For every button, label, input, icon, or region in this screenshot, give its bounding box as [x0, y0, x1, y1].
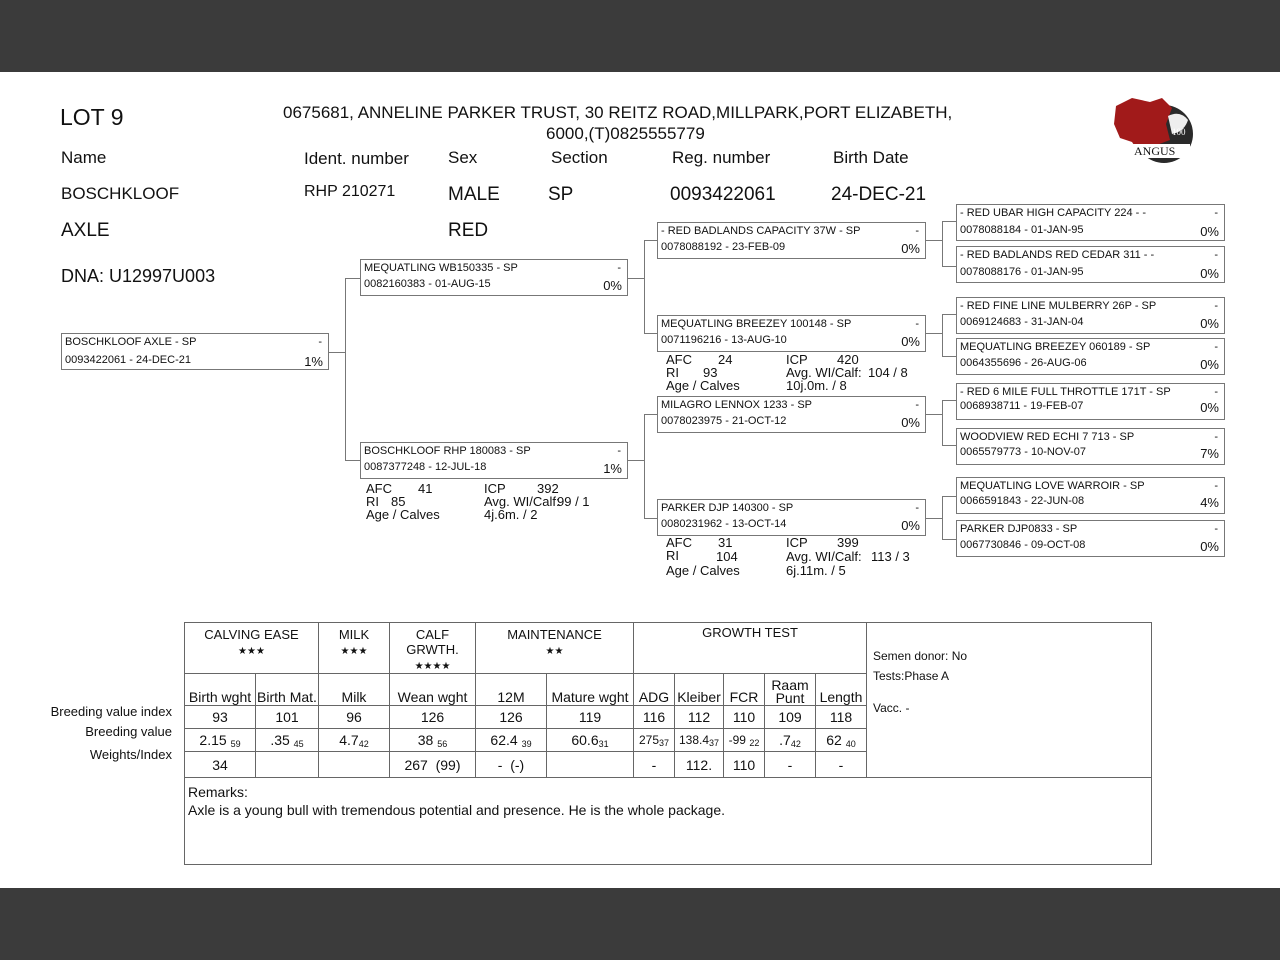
pedigree-dash: - [915, 318, 919, 330]
pedigree-pct: 0% [901, 415, 920, 430]
group-milk [319, 623, 390, 674]
pedigree-name: MEQUATLING BREEZEY 060189 - SP [960, 341, 1151, 353]
pedigree-id: 0082160383 - 01-AUG-15 [364, 278, 491, 290]
vaccinations: Vacc. - [873, 701, 910, 715]
pedigree-id: 0078023975 - 21-OCT-12 [661, 415, 787, 427]
section-value: SP [548, 184, 574, 205]
stat-icp-label: ICP [786, 535, 808, 550]
stars-rating: ★★★★ [414, 661, 451, 672]
pedigree-g3-6[interactable] [956, 428, 1225, 465]
col-header: Milk [319, 674, 390, 706]
stat-icp: 420 [837, 352, 859, 367]
reg-value: 0093422061 [670, 184, 776, 205]
remarks-label: Remarks: [188, 784, 248, 800]
row-label-index: Breeding value index [50, 704, 172, 719]
stat-age-label: Age / Calves [666, 378, 740, 393]
connector [644, 240, 645, 333]
col-header: ADG [634, 674, 675, 706]
connector [926, 333, 942, 334]
pedigree-g3-5[interactable] [956, 383, 1225, 420]
owner-address-line1: 0675681, ANNELINE PARKER TRUST, 30 REITZ ROAD,MILLPARK,PORT ELIZABETH, [283, 103, 953, 122]
stat-wi-label: Avg. WI/Calf: [786, 365, 862, 380]
connector [644, 414, 657, 415]
pedigree-animal[interactable] [61, 333, 329, 370]
value-cell [390, 729, 476, 752]
connector [329, 352, 345, 353]
pedigree-name: PARKER DJP 140300 - SP [661, 502, 794, 514]
pedigree-id: 0065579773 - 10-NOV-07 [960, 446, 1086, 458]
pedigree-id: 0067730846 - 09-OCT-08 [960, 539, 1086, 551]
owner-address-line2: 6000,(T)0825555779 [546, 124, 705, 143]
accuracy: 59 [230, 738, 241, 749]
dna-code: DNA: U12997U003 [61, 266, 216, 286]
pedigree-dash: - [1214, 341, 1218, 353]
pedigree-pct: 0% [1200, 539, 1219, 554]
stat-afc-label: AFC [666, 535, 692, 550]
group-growth-test [634, 623, 867, 674]
accuracy: 37 [659, 737, 670, 748]
connector [942, 314, 943, 356]
stat-ri-label: RI [666, 365, 679, 380]
pedigree-name: - RED BADLANDS CAPACITY 37W - SP [661, 225, 861, 237]
pedigree-pct: 0% [1200, 357, 1219, 372]
breeding-value: 62 [826, 731, 842, 748]
pedigree-name: WOODVIEW RED ECHI 7 713 - SP [960, 431, 1135, 443]
value-cell [634, 729, 675, 752]
pedigree-pct: 1% [304, 354, 323, 369]
pedigree-pct: 0% [901, 334, 920, 349]
reg-label: Reg. number [672, 148, 771, 167]
row-label-value: Breeding value [85, 724, 172, 739]
connector [942, 445, 956, 446]
pedigree-id: 0069124683 - 31-JAN-04 [960, 316, 1084, 328]
breeding-value: 4.7 [339, 731, 359, 748]
index-cell: 126 [390, 706, 476, 729]
accuracy: 31 [598, 738, 609, 749]
stat-afc-label: AFC [366, 481, 392, 496]
pedigree-id: 0068938711 - 19-FEB-07 [960, 400, 1084, 412]
breeding-value: 2.15 [199, 731, 227, 748]
connector [942, 400, 943, 445]
animal-name-line2: AXLE [61, 220, 110, 241]
breeding-value: 60.6 [571, 731, 599, 748]
pedigree-g3-8[interactable] [956, 520, 1225, 557]
group-calving-ease [185, 623, 319, 674]
remarks-text: Axle is a young bull with tremendous potential and presence. He is the whole package. [188, 802, 725, 818]
svg-text:100: 100 [1172, 127, 1186, 137]
breeding-value: -99 [728, 732, 746, 747]
weight-cell: 112. [675, 752, 724, 778]
tests: Tests:Phase A [873, 669, 950, 683]
index-cell: 110 [724, 706, 765, 729]
index-cell: 112 [675, 706, 724, 729]
connector [942, 539, 956, 540]
pedigree-id: 0087377248 - 12-JUL-18 [364, 461, 487, 473]
weight-cell: 110 [724, 752, 765, 778]
group-label: MILK [338, 627, 370, 642]
stat-afc: 41 [418, 481, 433, 496]
index-cell: 116 [634, 706, 675, 729]
connector [345, 278, 346, 460]
pedigree-id: 0066591843 - 22-JUN-08 [960, 495, 1085, 507]
bottom-bar [0, 888, 1280, 960]
birth-value: 24-DEC-21 [831, 184, 927, 205]
pedigree-id: 0078088176 - 01-JAN-95 [960, 266, 1084, 278]
accuracy: 42 [358, 738, 369, 749]
stat-age-label: Age / Calves [666, 563, 740, 578]
pedigree-dash: - [1214, 386, 1218, 398]
stars-rating: ★★★ [238, 646, 265, 657]
sex-label: Sex [448, 148, 478, 167]
stat-age: 10j.0m. / 8 [786, 378, 847, 393]
col-header: FCR [724, 674, 765, 706]
pedigree-pct: 0% [1200, 400, 1219, 415]
connector [926, 240, 942, 241]
pedigree-id: 0093422061 - 24-DEC-21 [65, 354, 191, 366]
pedigree-pct: 0% [1200, 224, 1219, 239]
pedigree-pct: 0% [901, 241, 920, 256]
pedigree-g3-7[interactable] [956, 477, 1225, 514]
breeding-value: 62.4 [490, 731, 518, 748]
col-header: Length [816, 674, 867, 706]
value-cell [765, 729, 816, 752]
breeding-value: 38 [417, 731, 434, 748]
group-label: GROWTH TEST [702, 625, 798, 640]
pedigree-name: - RED 6 MILE FULL THROTTLE 171T - SP [960, 386, 1171, 398]
lot-number: LOT 9 [60, 104, 124, 130]
colour-value: RED [448, 220, 489, 241]
stat-icp: 392 [537, 481, 559, 496]
ident-label: Ident. number [304, 149, 409, 168]
breeding-value: 275 [638, 732, 659, 747]
pedigree-dam-dam[interactable] [657, 499, 926, 536]
pedigree-name: MILAGRO LENNOX 1233 - SP [661, 399, 812, 411]
pedigree-dash: - [1214, 249, 1218, 261]
connector [926, 518, 942, 519]
top-bar [0, 0, 1280, 72]
breeding-value-table [184, 622, 1152, 865]
breeding-value: .35 [270, 731, 290, 748]
pedigree-pct: 0% [901, 518, 920, 533]
group-maintenance [476, 623, 634, 674]
col-header: Raam Punt [765, 674, 816, 706]
group-label: CALF GRWTH. [406, 627, 459, 657]
pedigree-pct: 1% [603, 461, 622, 476]
accuracy: 56 [437, 738, 448, 749]
accuracy: 42 [790, 738, 801, 749]
stat-ri-label: RI [366, 494, 379, 509]
pedigree-pct: 0% [1200, 266, 1219, 281]
pedigree-dash: - [617, 262, 621, 274]
connector [942, 221, 956, 222]
breeding-value: .7 [779, 731, 791, 748]
value-cell [675, 729, 724, 752]
pedigree-g3-1[interactable] [956, 204, 1225, 241]
pedigree-pct: 7% [1200, 446, 1219, 461]
pedigree-id: 0080231962 - 13-OCT-14 [661, 518, 787, 530]
semen-donor: Semen donor: No [873, 649, 968, 663]
pedigree-id: 0078088192 - 23-FEB-09 [661, 241, 786, 253]
stat-icp-label: ICP [786, 352, 808, 367]
connector [942, 266, 956, 267]
pedigree-sire-sire[interactable] [657, 222, 926, 259]
index-cell: 119 [547, 706, 634, 729]
connector [628, 460, 644, 461]
accuracy: 22 [749, 737, 760, 748]
pedigree-dash: - [617, 445, 621, 457]
col-header: Birth wght [185, 674, 256, 706]
remarks-cell [185, 778, 1152, 865]
pedigree-dash: - [1214, 523, 1218, 535]
stat-ri: 85 [391, 494, 406, 509]
connector [942, 314, 956, 315]
pedigree-name: PARKER DJP0833 - SP [960, 523, 1078, 535]
stat-wi: 113 / 3 [871, 549, 910, 564]
accuracy: 37 [709, 737, 720, 748]
name-label: Name [61, 148, 107, 167]
index-cell: 118 [816, 706, 867, 729]
pedigree-dash: - [915, 399, 919, 411]
value-cell [547, 729, 634, 752]
pedigree-dam[interactable] [360, 442, 628, 479]
connector [942, 496, 943, 539]
connector [942, 356, 956, 357]
stat-wi-label: Avg. WI/Calf: [484, 494, 560, 509]
stat-wi-label: Avg. WI/Calf: [786, 549, 862, 564]
pedigree-dash: - [1214, 480, 1218, 492]
connector [926, 414, 942, 415]
pedigree-name: - RED FINE LINE MULBERRY 26P - SP [960, 300, 1157, 312]
pedigree-dash: - [1214, 431, 1218, 443]
value-cell [724, 729, 765, 752]
pedigree-dash: - [915, 502, 919, 514]
connector [628, 278, 644, 279]
weight-cell [256, 752, 319, 778]
value-cell [256, 729, 319, 752]
col-header: Kleiber [675, 674, 724, 706]
pedigree-name: - RED BADLANDS RED CEDAR 311 - - [960, 249, 1155, 261]
weight-cell: 34 [185, 752, 256, 778]
pedigree-name: BOSCHKLOOF AXLE - SP [65, 336, 197, 348]
pedigree-sire-dam[interactable] [657, 315, 926, 352]
pedigree-dam-sire[interactable] [657, 396, 926, 433]
angus-logo [1110, 94, 1196, 172]
weight-cell [547, 752, 634, 778]
pedigree-sire[interactable] [360, 259, 628, 296]
connector [942, 496, 956, 497]
value-cell [816, 729, 867, 752]
pedigree-name: MEQUATLING BREEZEY 100148 - SP [661, 318, 852, 330]
col-header: Birth Mat. [256, 674, 319, 706]
value-cell [319, 729, 390, 752]
weight-cell: 267 (99) [390, 752, 476, 778]
stat-ri: 104 [716, 549, 738, 564]
value-cell [185, 729, 256, 752]
stat-wi: 99 / 1 [557, 494, 590, 509]
info-cell [867, 623, 1152, 778]
stat-age: 6j.11m. / 5 [786, 563, 846, 578]
pedigree-g3-3[interactable] [956, 297, 1225, 334]
index-cell: 96 [319, 706, 390, 729]
accuracy: 40 [845, 738, 856, 749]
pedigree-name: BOSCHKLOOF RHP 180083 - SP [364, 445, 531, 457]
pedigree-id: 0078088184 - 01-JAN-95 [960, 224, 1084, 236]
stat-age-label: Age / Calves [366, 507, 440, 522]
col-header: 12M [476, 674, 547, 706]
row-label-weights: Weights/Index [89, 747, 172, 762]
col-header: Wean wght [390, 674, 476, 706]
weight-cell: - [765, 752, 816, 778]
value-cell [476, 729, 547, 752]
pedigree-id: 0064355696 - 26-AUG-06 [960, 357, 1087, 369]
pedigree-pct: 4% [1200, 495, 1219, 510]
pedigree-dash: - [318, 336, 322, 348]
pedigree-name: MEQUATLING WB150335 - SP [364, 262, 518, 274]
index-cell: 109 [765, 706, 816, 729]
pedigree-pct: 0% [603, 278, 622, 293]
stat-afc-label: AFC [666, 352, 692, 367]
stat-wi: 104 / 8 [868, 365, 908, 380]
weight-cell: - (-) [476, 752, 547, 778]
stat-afc: 31 [718, 535, 733, 550]
stat-afc: 24 [718, 352, 733, 367]
breeding-value: 138.4 [678, 732, 709, 747]
weight-cell [319, 752, 390, 778]
stat-age: 4j.6m. / 2 [484, 507, 538, 522]
animal-name-line1: BOSCHKLOOF [61, 184, 180, 203]
section-label: Section [551, 148, 608, 167]
connector [942, 400, 956, 401]
pedigree-pct: 0% [1200, 316, 1219, 331]
connector [345, 278, 360, 279]
group-label: MAINTENANCE [507, 627, 602, 642]
accuracy: 45 [293, 738, 304, 749]
group-label: CALVING EASE [204, 627, 299, 642]
connector [644, 240, 657, 241]
pedigree-dash: - [1214, 300, 1218, 312]
stat-icp-label: ICP [484, 481, 506, 496]
index-cell: 126 [476, 706, 547, 729]
weight-cell: - [816, 752, 867, 778]
pedigree-g3-4[interactable] [956, 338, 1225, 375]
index-cell: 101 [256, 706, 319, 729]
stars-rating: ★★★ [340, 646, 368, 657]
connector [345, 460, 360, 461]
pedigree-name: MEQUATLING LOVE WARROIR - SP [960, 480, 1145, 492]
sex-value: MALE [448, 184, 500, 205]
stars-rating: ★★ [545, 646, 564, 657]
pedigree-dash: - [915, 225, 919, 237]
pedigree-id: 0071196216 - 13-AUG-10 [661, 334, 787, 346]
connector [644, 414, 645, 518]
connector [942, 221, 943, 266]
svg-text:ANGUS: ANGUS [1134, 144, 1176, 158]
pedigree-dash: - [1214, 207, 1218, 219]
weight-cell: - [634, 752, 675, 778]
stat-ri: 93 [703, 365, 718, 380]
col-header: Mature wght [547, 674, 634, 706]
ident-value: RHP 210271 [304, 183, 396, 200]
accuracy: 39 [521, 738, 532, 749]
pedigree-g3-2[interactable] [956, 246, 1225, 283]
connector [644, 518, 657, 519]
group-calf-growth [390, 623, 476, 674]
birth-label: Birth Date [833, 148, 909, 167]
index-cell: 93 [185, 706, 256, 729]
stat-ri-label: RI [666, 548, 679, 563]
connector [644, 333, 657, 334]
stat-icp: 399 [837, 535, 859, 550]
pedigree-name: - RED UBAR HIGH CAPACITY 224 - - [960, 207, 1147, 219]
